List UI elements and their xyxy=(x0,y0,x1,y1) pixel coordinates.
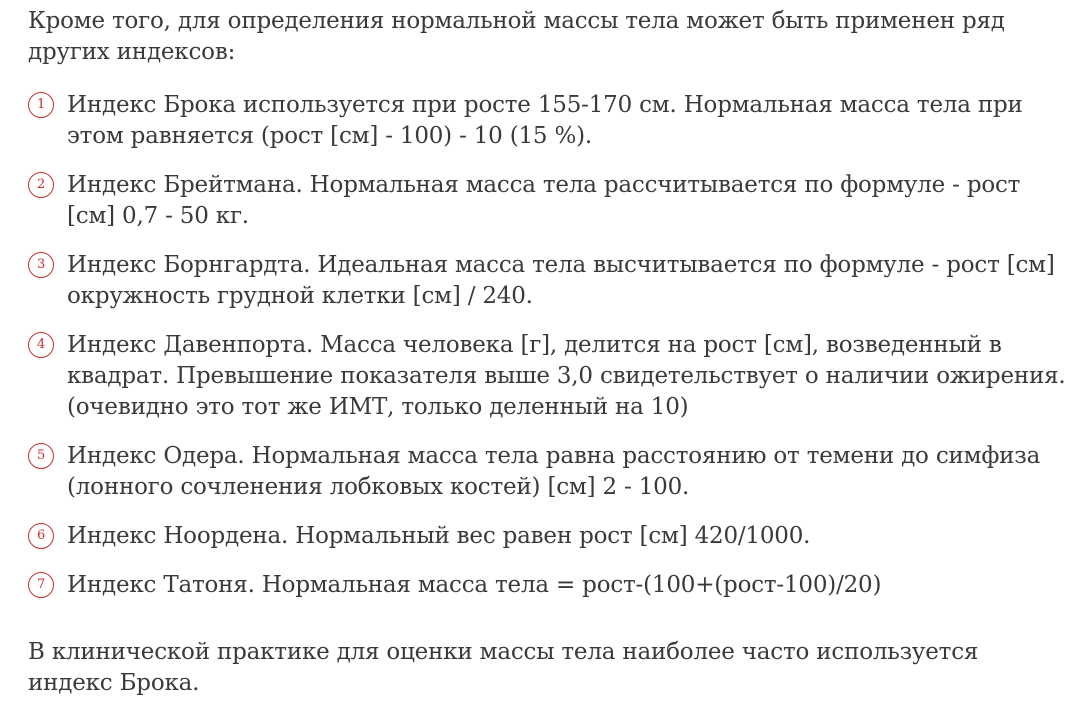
number-badge: 7 xyxy=(28,572,54,598)
list-item-4 xyxy=(28,330,1068,423)
article-body xyxy=(28,6,1068,699)
list-item-text: Индекс Брока используется при росте 155-170 см. Нормальная масса тела при этом равняется (рост [см] - 100) - 10 (15 %). xyxy=(67,92,1023,149)
index-list xyxy=(28,90,1068,601)
intro-paragraph: Кроме того, для определения нормальной массы тела может быть применен ряд других индексов: xyxy=(28,8,1005,65)
list-item-text: Индекс Брейтмана. Нормальная масса тела рассчитывается по формуле - рост [см] 0,7 - 50 кг. xyxy=(67,172,1021,229)
number-badge: 2 xyxy=(28,172,54,198)
list-item-5 xyxy=(28,441,1068,503)
number-badge: 3 xyxy=(28,252,54,278)
number-badge: 1 xyxy=(28,92,54,118)
list-item-6 xyxy=(28,521,1068,552)
list-item-text: Индекс Ноордена. Нормальный вес равен рост [см] 420/1000. xyxy=(67,523,811,549)
list-item-text: Индекс Борнгардта. Идеальная масса тела высчитывается по формуле - рост [см] окружность грудной клетки [см] / 240. xyxy=(67,252,1055,309)
list-item-1 xyxy=(28,90,1068,152)
list-item-text: Индекс Давенпорта. Масса человека [г], делится на рост [см], возведенный в квадрат. Превышение показателя выше 3,0 свидетельствует о наличии ожирения. (очевидно это тот же ИМТ, только деленный на 10) xyxy=(67,332,1066,420)
number-badge: 6 xyxy=(28,523,54,549)
outro-paragraph: В клинической практике для оценки массы тела наиболее часто используется индекс Брока. xyxy=(28,639,979,696)
list-item-text: Индекс Одера. Нормальная масса тела равна расстоянию от темени до симфиза (лонного сочленения лобковых костей) [см] 2 - 100. xyxy=(67,443,1041,500)
list-item-3 xyxy=(28,250,1068,312)
list-item-2 xyxy=(28,170,1068,232)
number-badge: 5 xyxy=(28,443,54,469)
list-item-7 xyxy=(28,570,1068,601)
number-badge: 4 xyxy=(28,332,54,358)
list-item-text: Индекс Татоня. Нормальная масса тела = рост-(100+(рост-100)/20) xyxy=(67,572,882,598)
